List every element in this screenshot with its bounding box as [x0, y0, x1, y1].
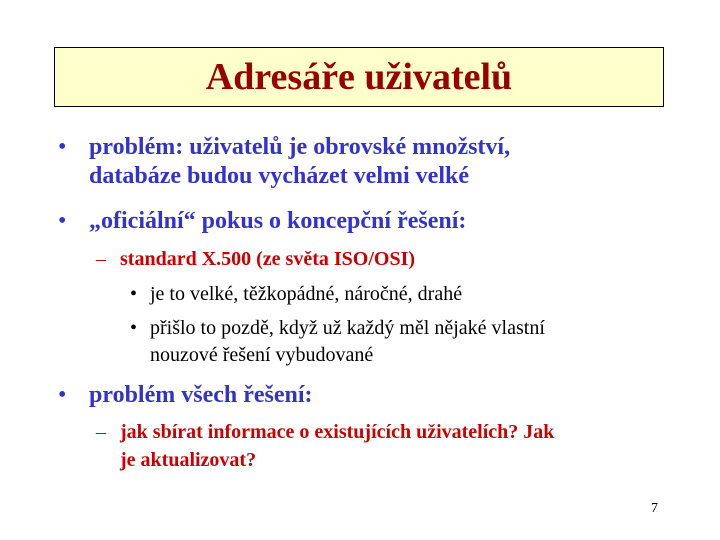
bullet-icon: •: [58, 382, 67, 408]
list-item-line: přišlo to pozdě, když už každý měl nějaké vlastní: [150, 317, 545, 339]
list-item: [120, 418, 554, 474]
list-item-line: je aktualizovat?: [120, 449, 257, 471]
list-item-line: standard X.500 (ze světa ISO/OSI): [120, 248, 416, 270]
slide-title: Adresáře uživatelů: [205, 56, 513, 98]
list-item-line: nouzové řešení vybudované: [150, 344, 374, 366]
page-number: 7: [651, 501, 658, 516]
list-item-line: problém: uživatelů je obrovské množství,: [89, 134, 511, 160]
list-item-line: databáze budou vycházet velmi velké: [89, 163, 469, 189]
list-item-line: „oficiální“ pokus o koncepční řešení:: [89, 208, 467, 234]
bullet-icon: •: [130, 283, 138, 305]
dash-icon: –: [96, 248, 106, 270]
list-item: [89, 207, 466, 236]
bullet-icon: •: [130, 317, 138, 339]
list-item-line: je to velké, těžkopádné, náročné, drahé: [150, 283, 463, 305]
list-item: [89, 133, 510, 191]
bullet-icon: •: [58, 134, 67, 160]
list-item: [150, 315, 545, 369]
dash-icon: –: [96, 421, 106, 443]
list-item-line: jak sbírat informace o existujících uživatelích? Jak: [120, 421, 555, 443]
bullet-icon: •: [58, 208, 67, 234]
list-item: [89, 381, 313, 410]
list-item: [150, 281, 462, 308]
list-item: [120, 245, 415, 273]
list-item-line: problém všech řešení:: [89, 382, 313, 408]
